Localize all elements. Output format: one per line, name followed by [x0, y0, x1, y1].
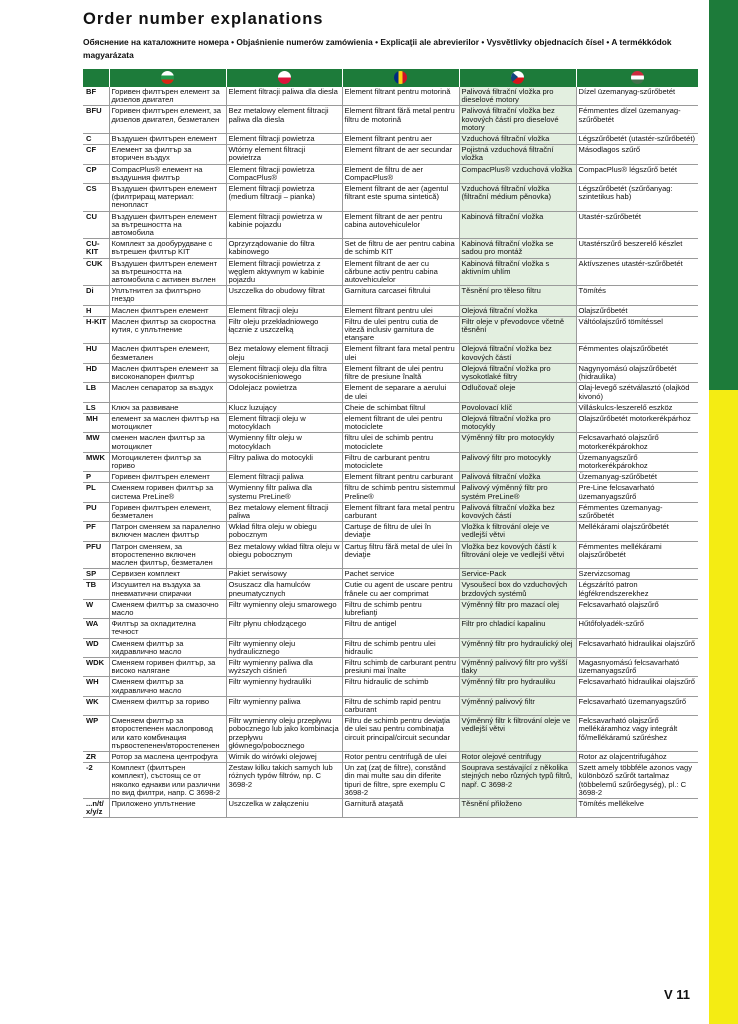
- translation-cell-hu: Pre-Line felcsavarható üzemanyagszűrő: [576, 483, 698, 502]
- order-number-table: [83, 69, 698, 818]
- translation-cell-ro: Element filtrant pentru ulei: [342, 305, 459, 316]
- translation-cell-pl: Element filtracji oleju dla filtra wysokociśnieniowego: [226, 363, 342, 382]
- table-row: [83, 184, 698, 212]
- translation-cell-cz: Vzduchová filtrační vložka (filtrační médium pěnovka): [459, 184, 576, 212]
- translation-cell-hu: Tömítés mellékelve: [576, 799, 698, 818]
- table-row: [83, 383, 698, 402]
- translation-cell-hu: Felcsavarható olajszűrő mellékáramhoz vagy integrált fő/mellékáramú szűréshez: [576, 716, 698, 752]
- order-code-cell: MH: [83, 413, 109, 432]
- table-row: [83, 305, 698, 316]
- translation-cell-cz: Kabinová filtrační vložka: [459, 211, 576, 239]
- translation-cell-hu: Felcsavarható hidraulikai olajszűrő: [576, 677, 698, 696]
- translation-cell-bg: Въздушен филтърен елемент за вътрешността на автомобила: [109, 211, 226, 239]
- translation-cell-bg: Горивен филтърен елемент: [109, 472, 226, 483]
- order-code-cell: TB: [83, 580, 109, 599]
- translation-cell-ro: filtru de schimb pentru sistemmul Preline®: [342, 483, 459, 502]
- order-code-cell: MW: [83, 433, 109, 452]
- translation-cell-cz: Kabinová filtrační vložka s aktivním uhlím: [459, 258, 576, 286]
- translation-cell-cz: Olejová filtrační vložka bez kovových částí: [459, 344, 576, 363]
- translation-cell-cz: Filtr pro chladicí kapalinu: [459, 619, 576, 638]
- table-row: [83, 316, 698, 344]
- translation-cell-ro: Element filtrant de aer secundar: [342, 145, 459, 164]
- table-row: [83, 599, 698, 618]
- translation-cell-ro: Garnitură ataşată: [342, 799, 459, 818]
- translation-cell-ro: Element filtrant de aer pentru cabina autovehiculelor: [342, 211, 459, 239]
- order-code-cell: PF: [83, 522, 109, 541]
- translation-cell-ro: Filtru de antigel: [342, 619, 459, 638]
- translation-cell-bg: CompacPlus® елемент на въздушния филтър: [109, 164, 226, 183]
- translation-cell-cz: Výměnný filtr k filtrování oleje ve vedlejší větvi: [459, 716, 576, 752]
- table-row: [83, 483, 698, 502]
- translation-cell-ro: Filtru schimb de carburant pentru presiuni mai înalte: [342, 657, 459, 676]
- translation-cell-hu: Rotor az olajcentrifugához: [576, 752, 698, 763]
- table-row: [83, 134, 698, 145]
- order-code-cell: CUK: [83, 258, 109, 286]
- translation-cell-ro: Cartuşe de filtru de ulei în deviaţie: [342, 522, 459, 541]
- translation-cell-bg: Сменяем филтър за хидравлично масло: [109, 677, 226, 696]
- translation-cell-cz: Pojistná vzduchová filtrační vložka: [459, 145, 576, 164]
- translation-cell-hu: Felcsavarható olajszűrő motorkerékpárokhoz: [576, 433, 698, 452]
- table-row: [83, 677, 698, 696]
- translation-cell-cz: CompacPlus® vzduchová vložka: [459, 164, 576, 183]
- order-code-cell: LS: [83, 402, 109, 413]
- translation-cell-bg: Сменяем горивен филтър за система PreLine®: [109, 483, 226, 502]
- translation-cell-ro: Filtru de schimb pentru ulei hidraulic: [342, 638, 459, 657]
- translation-cell-bg: Горивен филтърен елемент, за дизелов двигател, безметален: [109, 106, 226, 134]
- order-code-cell: HU: [83, 344, 109, 363]
- translation-cell-ro: Element filtrant pentru carburant: [342, 472, 459, 483]
- translation-cell-hu: Felcsavarható hidraulikai olajszűrő: [576, 638, 698, 657]
- translation-cell-hu: Szervizcsomag: [576, 569, 698, 580]
- translation-cell-bg: Комплект (филтърен комплект), състоящ се от няколко еднакви или различни по вид филтри, напр. C 3698-2: [109, 763, 226, 799]
- translation-cell-cz: Palivový výměnný filtr pro systém PreLine®: [459, 483, 576, 502]
- table-row: [83, 752, 698, 763]
- translation-cell-pl: Wymienny filtr paliwa dla systemu PreLine®: [226, 483, 342, 502]
- translation-cell-cz: Rotor olejové centrifugy: [459, 752, 576, 763]
- order-code-cell: P: [83, 472, 109, 483]
- translation-cell-pl: Filtr oleju przekładniowego łącznie z uszczelką: [226, 316, 342, 344]
- translation-cell-ro: Element filtrant pentru motorină: [342, 87, 459, 106]
- translation-cell-cz: Výměnný filtr pro hydraulický olej: [459, 638, 576, 657]
- translation-cell-bg: Сервизен комплект: [109, 569, 226, 580]
- order-code-cell: WA: [83, 619, 109, 638]
- translation-cell-pl: Wymienny filtr oleju w motocyklach: [226, 433, 342, 452]
- bulgarian-column-header: [109, 69, 226, 87]
- translation-cell-bg: Горивен филтърен елемент, безметален: [109, 502, 226, 521]
- table-row: [83, 258, 698, 286]
- romanian-flag-icon: [394, 71, 407, 84]
- translation-cell-ro: Element filtrant de aer cu cărbune activ pentru cabina autovehiculelor: [342, 258, 459, 286]
- translation-cell-cz: Výměnný filtr pro mazací olej: [459, 599, 576, 618]
- translation-cell-pl: Bez metalowy element filtracji paliwa dla diesla: [226, 106, 342, 134]
- translation-cell-ro: Element filtrant pentru aer: [342, 134, 459, 145]
- order-code-cell: WDK: [83, 657, 109, 676]
- translation-cell-pl: Filtry paliwa do motocykli: [226, 452, 342, 471]
- translation-cell-hu: Olaj-levegő szétválasztó (olajköd kivonó): [576, 383, 698, 402]
- page-number: V 11: [664, 987, 691, 1002]
- translation-cell-bg: Въздушен филтърен елемент (филтриращ материал: пенопласт: [109, 184, 226, 212]
- translation-cell-bg: Сменяем филтър за хидравлично масло: [109, 638, 226, 657]
- order-code-cell: PU: [83, 502, 109, 521]
- translation-cell-bg: Маслен сепаратор за въздух: [109, 383, 226, 402]
- translation-cell-hu: Légszárító patron légfékrendszerekhez: [576, 580, 698, 599]
- translation-cell-bg: Маслен филтърен елемент, безметален: [109, 344, 226, 363]
- translation-cell-bg: Сменяем филтър за смазочно масло: [109, 599, 226, 618]
- translation-cell-pl: Element filtracji powietrza (medium filtracji – pianka): [226, 184, 342, 212]
- table-row: [83, 87, 698, 106]
- order-code-cell: C: [83, 134, 109, 145]
- translation-cell-ro: Element filtrant fara metal pentru ulei: [342, 344, 459, 363]
- translation-cell-cz: Filtr oleje v převodovce včetně těsnění: [459, 316, 576, 344]
- translation-cell-ro: Element de filtru de aer CompacPlus®: [342, 164, 459, 183]
- hungarian-column-header: [576, 69, 698, 87]
- translation-cell-bg: Изсушител на въздуха за пневматични спирачки: [109, 580, 226, 599]
- translation-cell-pl: Pakiet serwisowy: [226, 569, 342, 580]
- table-row: [83, 799, 698, 818]
- table-row: [83, 433, 698, 452]
- table-row: [83, 211, 698, 239]
- order-code-cell: PFU: [83, 541, 109, 569]
- translation-cell-pl: Filtr wymienny oleju hydraulicznego: [226, 638, 342, 657]
- table-row: [83, 145, 698, 164]
- order-code-cell: CF: [83, 145, 109, 164]
- order-code-cell: -2: [83, 763, 109, 799]
- translation-cell-pl: Element filtracji powietrza w kabinie pojazdu: [226, 211, 342, 239]
- table-row: [83, 106, 698, 134]
- polish-flag-icon: [278, 71, 291, 84]
- translation-cell-pl: Wkład filtra oleju w obiegu pobocznym: [226, 522, 342, 541]
- translation-cell-bg: Комплект за дообурудване с вътрешен филтър KIT: [109, 239, 226, 258]
- translation-cell-pl: Bez metalowy element filtracji paliwa: [226, 502, 342, 521]
- translation-cell-cz: Vložka k filtrování oleje ve vedlejší větvi: [459, 522, 576, 541]
- translation-cell-pl: Filtr płynu chłodzącego: [226, 619, 342, 638]
- translation-cell-bg: сменен маслен филтър за мотоциклет: [109, 433, 226, 452]
- translation-cell-bg: Ротор за маслена центрофуга: [109, 752, 226, 763]
- translation-cell-hu: Fémmentes dízel üzemanyag-szűrőbetét: [576, 106, 698, 134]
- translation-cell-bg: Ключ за развиване: [109, 402, 226, 413]
- order-code-cell: BF: [83, 87, 109, 106]
- order-code-cell: WK: [83, 696, 109, 715]
- translation-cell-hu: Légszűrőbetét (szűrőanyag: szintetikus hab): [576, 184, 698, 212]
- translation-cell-pl: Wirnik do wirówki olejowej: [226, 752, 342, 763]
- translation-cell-bg: Мотоциклетен филтър за гориво: [109, 452, 226, 471]
- order-code-cell: CS: [83, 184, 109, 212]
- romanian-column-header: [342, 69, 459, 87]
- translation-cell-hu: Utastérszűrő beszerelő készlet: [576, 239, 698, 258]
- translation-cell-ro: Filtru de schimb rapid pentru carburant: [342, 696, 459, 715]
- table-row: [83, 402, 698, 413]
- translation-cell-ro: element filtrant de ulei pentru motociclete: [342, 413, 459, 432]
- translation-cell-pl: Zestaw kilku takich samych lub różnych typów filtrów, np. C 3698-2: [226, 763, 342, 799]
- translation-cell-pl: Element filtracji paliwa dla diesla: [226, 87, 342, 106]
- translation-cell-ro: Filtru de carburant pentru motociclete: [342, 452, 459, 471]
- translation-cell-hu: Üzemanyagszűrő motorkerékpárokhoz: [576, 452, 698, 471]
- translation-cell-pl: Uszczelka do obudowy filtrat: [226, 286, 342, 305]
- translation-cell-hu: Tömítés: [576, 286, 698, 305]
- order-code-cell: H: [83, 305, 109, 316]
- translation-cell-ro: Set de filtru de aer pentru cabina de schimb KIT: [342, 239, 459, 258]
- bulgarian-flag-icon: [161, 71, 174, 84]
- translation-cell-bg: Приложено уплътнение: [109, 799, 226, 818]
- translation-cell-pl: Element filtracji powietrza z węglem aktywnym w kabinie pojazdu: [226, 258, 342, 286]
- translation-cell-cz: Odlučovač oleje: [459, 383, 576, 402]
- table-row: [83, 522, 698, 541]
- order-code-cell: WP: [83, 716, 109, 752]
- translation-cell-cz: Palivový filtr pro motocykly: [459, 452, 576, 471]
- order-code-cell: W: [83, 599, 109, 618]
- order-code-cell: BFU: [83, 106, 109, 134]
- translation-cell-ro: Cartuş filtru fără metal de ulei în deviaţie: [342, 541, 459, 569]
- translation-cell-ro: Element filtrant de ulei pentru filtre de presiune înaltă: [342, 363, 459, 382]
- translation-cell-bg: Елемент за филтър за вторичен въздух: [109, 145, 226, 164]
- code-column-header: [83, 69, 109, 87]
- translation-cell-pl: Filtr wymienny paliwa: [226, 696, 342, 715]
- translation-cell-pl: Oprzyrządowanie do filtra kabinowego: [226, 239, 342, 258]
- translation-cell-cz: Těsnění přiloženo: [459, 799, 576, 818]
- translation-cell-hu: Szett amely többféle azonos vagy különböző szűrőt tartalmaz (többelemű szűrőegység), pl.: C 3698-2: [576, 763, 698, 799]
- order-code-cell: WD: [83, 638, 109, 657]
- translation-cell-cz: Palivová filtrační vložka bez kovových částí pro dieselové motory: [459, 106, 576, 134]
- order-code-cell: WH: [83, 677, 109, 696]
- translation-cell-cz: Olejová filtrační vložka pro vysokotlaké filtry: [459, 363, 576, 382]
- translation-cell-bg: Сменяем горивен филтър, за високо налягане: [109, 657, 226, 676]
- order-code-cell: SP: [83, 569, 109, 580]
- translation-cell-ro: Element de separare a aerului de ulei: [342, 383, 459, 402]
- translation-cell-ro: Filtru de ulei pentru cutia de viteză inclusiv garnitura de etanşare: [342, 316, 459, 344]
- order-code-cell: ZR: [83, 752, 109, 763]
- translation-cell-cz: Palivová filtrační vložka pro dieselové motory: [459, 87, 576, 106]
- translation-cell-hu: CompacPlus® légszűrő betét: [576, 164, 698, 183]
- translation-cell-pl: Filtr wymienny hydrauliki: [226, 677, 342, 696]
- order-code-cell: ...n/t/ x/y/z: [83, 799, 109, 818]
- translation-cell-bg: Въздушен филтърен елемент за вътрешността на автомобила с активен въглен: [109, 258, 226, 286]
- table-row: [83, 164, 698, 183]
- translation-cell-hu: Váltóolajszűrő tömítéssel: [576, 316, 698, 344]
- translation-cell-bg: Сменяем филтър за второстепенен маслопровод или като комбинация първостепенен/второстепенен: [109, 716, 226, 752]
- translation-cell-ro: Filtru de schimb pentru deviaţia de ulei sau pentru combinaţia circuit principal/circuit secundar: [342, 716, 459, 752]
- translation-cell-hu: Utastér-szűrőbetét: [576, 211, 698, 239]
- page-title: Order number explanations: [83, 10, 324, 28]
- translation-cell-cz: Výměnný palivový filtr pro vyšší tlaky: [459, 657, 576, 676]
- polish-column-header: [226, 69, 342, 87]
- table-row: [83, 239, 698, 258]
- czech-flag-icon: [511, 71, 524, 84]
- translation-cell-cz: Vzduchová filtrační vložka: [459, 134, 576, 145]
- table-row: [83, 638, 698, 657]
- table-row: [83, 452, 698, 471]
- translation-cell-ro: Garnitura carcasei filtrului: [342, 286, 459, 305]
- translation-cell-pl: Filtr wymienny oleju smarowego: [226, 599, 342, 618]
- translation-cell-bg: Сменяем филтър за гориво: [109, 696, 226, 715]
- translation-cell-hu: Olajszűrőbetét: [576, 305, 698, 316]
- translation-cell-cz: Souprava sestávající z několika stejných nebo různých typů filtrů, např. C 3698-2: [459, 763, 576, 799]
- translation-cell-pl: Uszczelka w załączeniu: [226, 799, 342, 818]
- table-row: [83, 580, 698, 599]
- translation-cell-cz: Olejová filtrační vložka: [459, 305, 576, 316]
- translation-cell-hu: Dízel üzemanyag-szűrőbetét: [576, 87, 698, 106]
- translation-cell-pl: Filtr wymienny paliwa dla wyższych ciśnień: [226, 657, 342, 676]
- table-row: [83, 696, 698, 715]
- translation-cell-ro: Filtru de schimb pentru lubrefianţi: [342, 599, 459, 618]
- table-row: [83, 502, 698, 521]
- translation-cell-cz: Kabinová filtrační vložka se sadou pro montáž: [459, 239, 576, 258]
- translation-cell-hu: Fémmentes üzemanyag-szűrőbetét: [576, 502, 698, 521]
- table-row: [83, 286, 698, 305]
- table-row: [83, 763, 698, 799]
- side-tab-green: [709, 0, 738, 390]
- table-row: [83, 716, 698, 752]
- translation-cell-pl: Element filtracji oleju w motocyklach: [226, 413, 342, 432]
- translation-cell-hu: Hűtőfolyadék-szűrő: [576, 619, 698, 638]
- translation-cell-cz: Palivová filtrační vložka: [459, 472, 576, 483]
- translation-cell-pl: Bez metalowy element filtracji oleju: [226, 344, 342, 363]
- translation-cell-ro: Cheie de schimbat filtrul: [342, 402, 459, 413]
- translation-cell-hu: Villáskulcs-leszerelő eszköz: [576, 402, 698, 413]
- translation-cell-cz: Výměnný palivový filtr: [459, 696, 576, 715]
- translation-cell-ro: filtru ulei de schimb pentru motociclete: [342, 433, 459, 452]
- translation-cell-cz: Vysoušecí box do vzduchových brzdových systémů: [459, 580, 576, 599]
- order-code-cell: Di: [83, 286, 109, 305]
- translation-cell-pl: Element filtracji powietrza CompacPlus®: [226, 164, 342, 183]
- translation-cell-ro: Element filtrant de aer (agentul filtrant este spuma sintetică): [342, 184, 459, 212]
- table-row: [83, 413, 698, 432]
- translation-cell-ro: Element filtrant fara metal pentru carburant: [342, 502, 459, 521]
- translation-cell-cz: Olejová filtrační vložka pro motocykly: [459, 413, 576, 432]
- translation-cell-ro: Cutie cu agent de uscare pentru frânele cu aer comprimat: [342, 580, 459, 599]
- translation-cell-bg: Маслен филтърен елемент за високонапорен филтър: [109, 363, 226, 382]
- translation-cell-cz: Výměnný filtr pro motocykly: [459, 433, 576, 452]
- translation-cell-hu: Mellékárami olajszűrőbetét: [576, 522, 698, 541]
- translation-cell-hu: Felcsavarható üzemanyagszűrő: [576, 696, 698, 715]
- translation-cell-pl: Filtr wymienny oleju przepływu pobocznego lub jako kombinacja przepływu głównego/pobocznego: [226, 716, 342, 752]
- translation-cell-cz: Vložka bez kovových částí k filtrování oleje ve vedlejší větvi: [459, 541, 576, 569]
- table-row: [83, 363, 698, 382]
- translation-cell-bg: Филтър за охладителна течност: [109, 619, 226, 638]
- translation-cell-bg: Маслен филтърен елемент: [109, 305, 226, 316]
- translation-cell-cz: Těsnění pro těleso filtru: [459, 286, 576, 305]
- translation-cell-hu: Légszűrőbetét (utastér-szűrőbetét): [576, 134, 698, 145]
- table-row: [83, 569, 698, 580]
- translation-cell-pl: Element filtracji oleju: [226, 305, 342, 316]
- translation-cell-hu: Fémmentes olajszűrőbetét: [576, 344, 698, 363]
- table-row: [83, 657, 698, 676]
- translation-cell-ro: Un zaţ (zaţ de filtre), constând din mai multe sau din diferite tipuri de filtre, spre exemplu C 3698-2: [342, 763, 459, 799]
- translation-cell-cz: Výměnný filtr pro hydrauliku: [459, 677, 576, 696]
- order-code-cell: LB: [83, 383, 109, 402]
- order-code-cell: H-KIT: [83, 316, 109, 344]
- translation-cell-hu: Aktívszenes utastér-szűrőbetét: [576, 258, 698, 286]
- translation-cell-cz: Palivová filtrační vložka bez kovových částí: [459, 502, 576, 521]
- translation-cell-hu: Fémmentes mellékárami olajszűrőbetét: [576, 541, 698, 569]
- order-code-cell: CU-KIT: [83, 239, 109, 258]
- translation-cell-bg: Уплътнител за филтърно гнездо: [109, 286, 226, 305]
- translation-cell-bg: елемент за маслен филтър на мотоциклет: [109, 413, 226, 432]
- translation-cell-hu: Nagynyomású olajszűrőbetét (hidraulika): [576, 363, 698, 382]
- translation-cell-bg: Патрон сменяем, за второстепенно включен маслен филтър, безметален: [109, 541, 226, 569]
- translation-cell-hu: Felcsavarható olajszűrő: [576, 599, 698, 618]
- side-tab-yellow: [709, 390, 738, 1024]
- czech-column-header: [459, 69, 576, 87]
- table-row: [83, 619, 698, 638]
- translation-cell-bg: Въздушен филтърен елемент: [109, 134, 226, 145]
- translation-cell-pl: Element filtracji powietrza: [226, 134, 342, 145]
- translation-cell-pl: Wtórny element filtracji powietrza: [226, 145, 342, 164]
- page-subtitle: Обяснение на каталожните номера • Objaśnienie numerów zamówienia • Explicaţii ale abrevierilor • Vysvětlivky objednacích čísel • A termékkódok magyarázata: [83, 37, 672, 60]
- order-code-cell: MWK: [83, 452, 109, 471]
- table-header-row: [83, 69, 698, 87]
- translation-cell-bg: Горивен филтърен елемент за дизелов двигател: [109, 87, 226, 106]
- table-body: [83, 87, 698, 818]
- translation-cell-pl: Bez metalowy wkład filtra oleju w obiegu pobocznym: [226, 541, 342, 569]
- table-row: [83, 541, 698, 569]
- translation-cell-pl: Klucz luzujący: [226, 402, 342, 413]
- translation-cell-bg: Маслен филтър за скоростна кутия, с уплътнение: [109, 316, 226, 344]
- translation-cell-ro: Pachet service: [342, 569, 459, 580]
- translation-cell-ro: Element filtrant fără metal pentru filtru de motorină: [342, 106, 459, 134]
- translation-cell-bg: Патрон сменяем за паралелно включен маслен филтър: [109, 522, 226, 541]
- translation-cell-hu: Üzemanyag-szűrőbetét: [576, 472, 698, 483]
- table-row: [83, 344, 698, 363]
- hungarian-flag-icon: [631, 71, 644, 84]
- translation-cell-ro: Rotor pentru centrifugă de ulei: [342, 752, 459, 763]
- order-code-cell: HD: [83, 363, 109, 382]
- table-row: [83, 472, 698, 483]
- translation-cell-cz: Service-Pack: [459, 569, 576, 580]
- translation-cell-hu: Másodlagos szűrő: [576, 145, 698, 164]
- translation-cell-ro: Filtru hidraulic de schimb: [342, 677, 459, 696]
- translation-cell-pl: Odolejacz powietrza: [226, 383, 342, 402]
- order-code-cell: CP: [83, 164, 109, 183]
- translation-cell-pl: Osuszacz dla hamulców pneumatycznych: [226, 580, 342, 599]
- translation-cell-hu: Olajszűrőbetét motorkerékpárhoz: [576, 413, 698, 432]
- translation-cell-hu: Magasnyomású felcsavarható üzemanyagszűrő: [576, 657, 698, 676]
- order-code-cell: CU: [83, 211, 109, 239]
- order-code-cell: PL: [83, 483, 109, 502]
- translation-cell-cz: Povolovací klíč: [459, 402, 576, 413]
- translation-cell-pl: Element filtracji paliwa: [226, 472, 342, 483]
